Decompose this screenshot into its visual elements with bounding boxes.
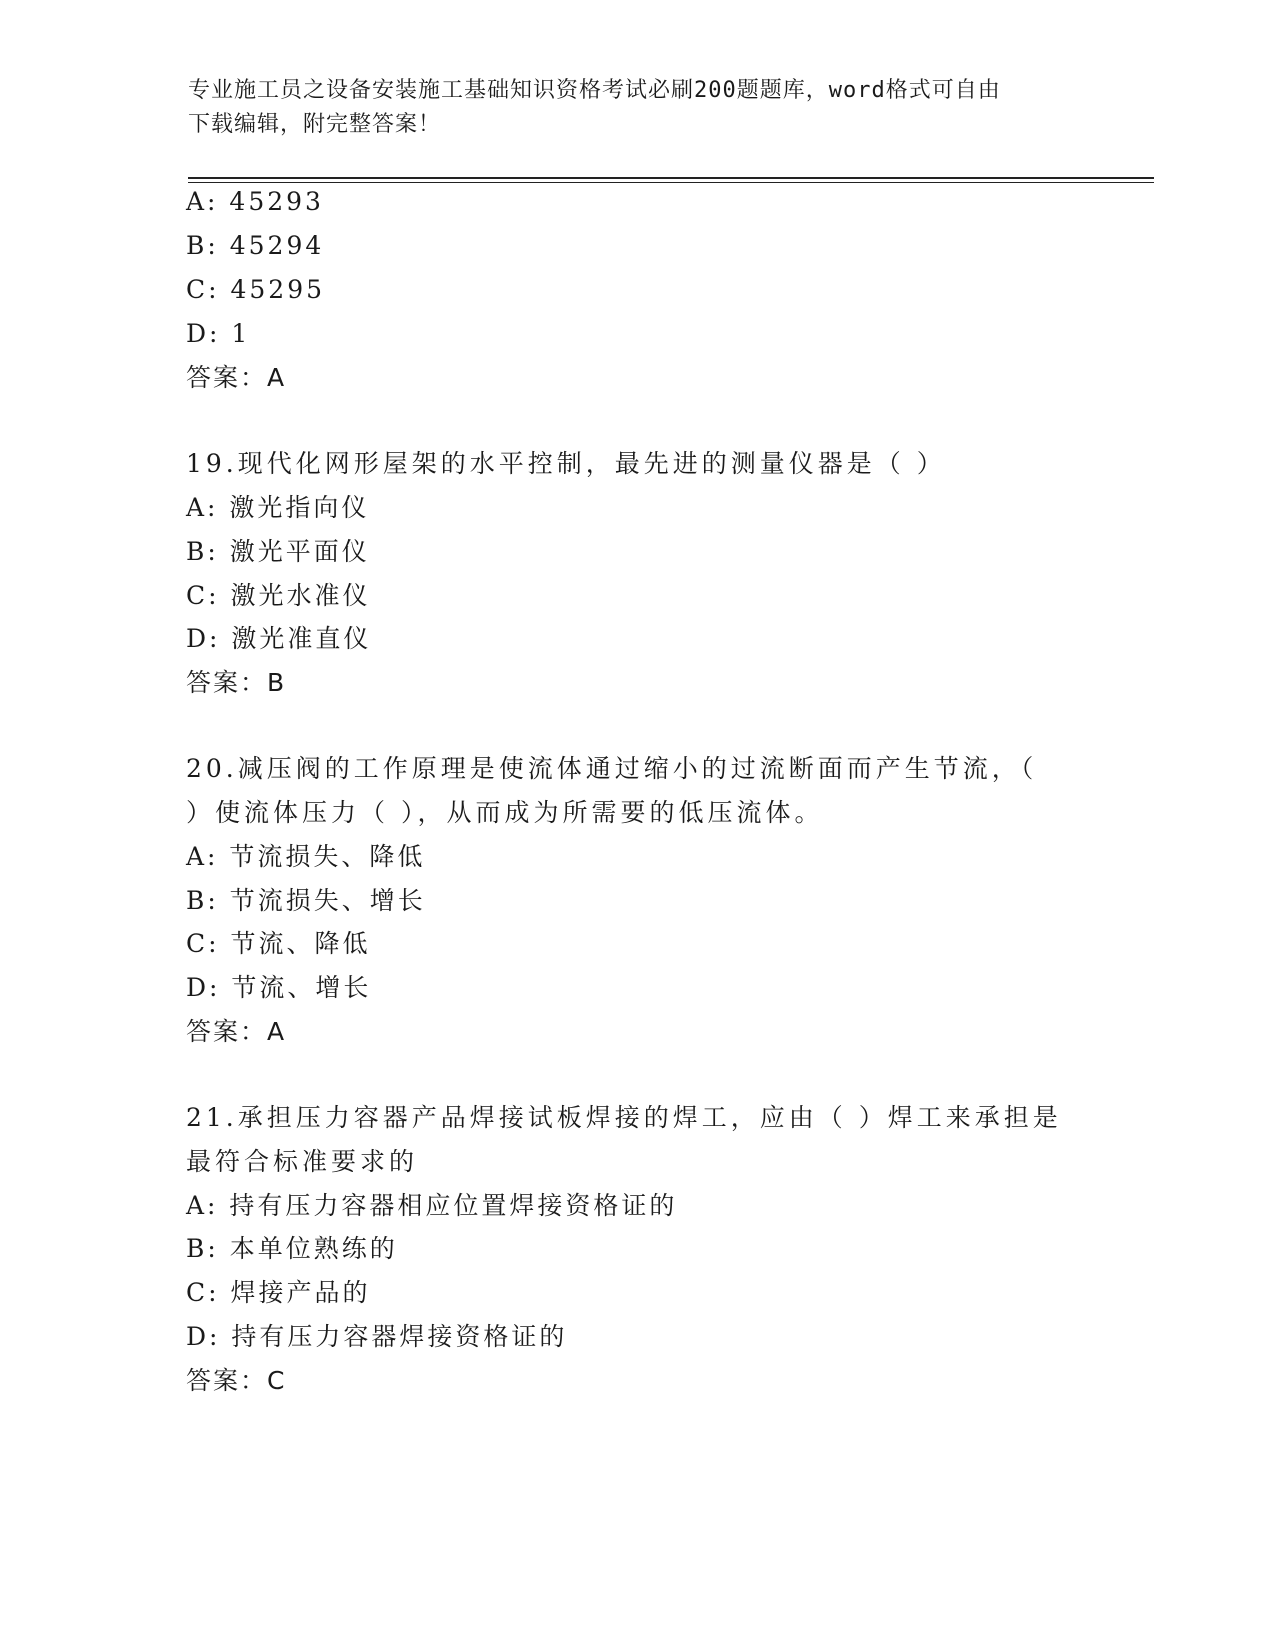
q20-answer: 答案：A [186, 1017, 287, 1046]
prev-option-b: B: 45294 [186, 231, 325, 260]
q21-text-line-2: 最符合标准要求的 [186, 1147, 419, 1176]
q20-option-c: C: 节流、降低 [186, 929, 371, 958]
q19-option-d: D: 激光准直仪 [186, 624, 372, 653]
q19-option-b: B: 激光平面仪 [186, 537, 370, 566]
header-divider-thick [188, 177, 1154, 179]
document-header [188, 74, 1068, 142]
header-line-1: 专业施工员之设备安装施工基础知识资格考试必刷200题题库，word格式可自由 [188, 78, 1001, 103]
q20-option-d: D: 节流、增长 [186, 973, 372, 1002]
header-divider-thin [188, 182, 1154, 183]
q19-option-c: C: 激光水准仪 [186, 581, 371, 610]
q19-answer: 答案：B [186, 668, 287, 697]
prev-option-c: C: 45295 [186, 275, 326, 304]
q20-option-a: A: 节流损失、降低 [186, 842, 426, 871]
q21-text-line-1: 21.承担压力容器产品焊接试板焊接的焊工，应由（ ）焊工来承担是 [186, 1103, 1062, 1132]
q19-text: 19.现代化网形屋架的水平控制，最先进的测量仪器是（ ） [186, 449, 946, 478]
q21-answer: 答案：C [186, 1366, 287, 1395]
q20-text-line-2: ）使流体压力（ ），从而成为所需要的低压流体。 [186, 798, 824, 827]
prev-option-d: D: 1 [186, 319, 251, 348]
q19-option-a: A: 激光指向仪 [186, 493, 370, 522]
q21-option-c: C: 焊接产品的 [186, 1278, 371, 1307]
header-line-2: 下载编辑，附完整答案！ [188, 112, 442, 137]
q21-option-d: D: 持有压力容器焊接资格证的 [186, 1322, 568, 1351]
q21-option-a: A: 持有压力容器相应位置焊接资格证的 [186, 1191, 678, 1220]
prev-option-a: A: 45293 [186, 187, 324, 216]
q21-option-b: B: 本单位熟练的 [186, 1234, 398, 1263]
q20-option-b: B: 节流损失、增长 [186, 886, 426, 915]
q20-text-line-1: 20.减压阀的工作原理是使流体通过缩小的过流断面而产生节流，（ [186, 754, 1038, 783]
prev-answer: 答案：A [186, 363, 287, 392]
